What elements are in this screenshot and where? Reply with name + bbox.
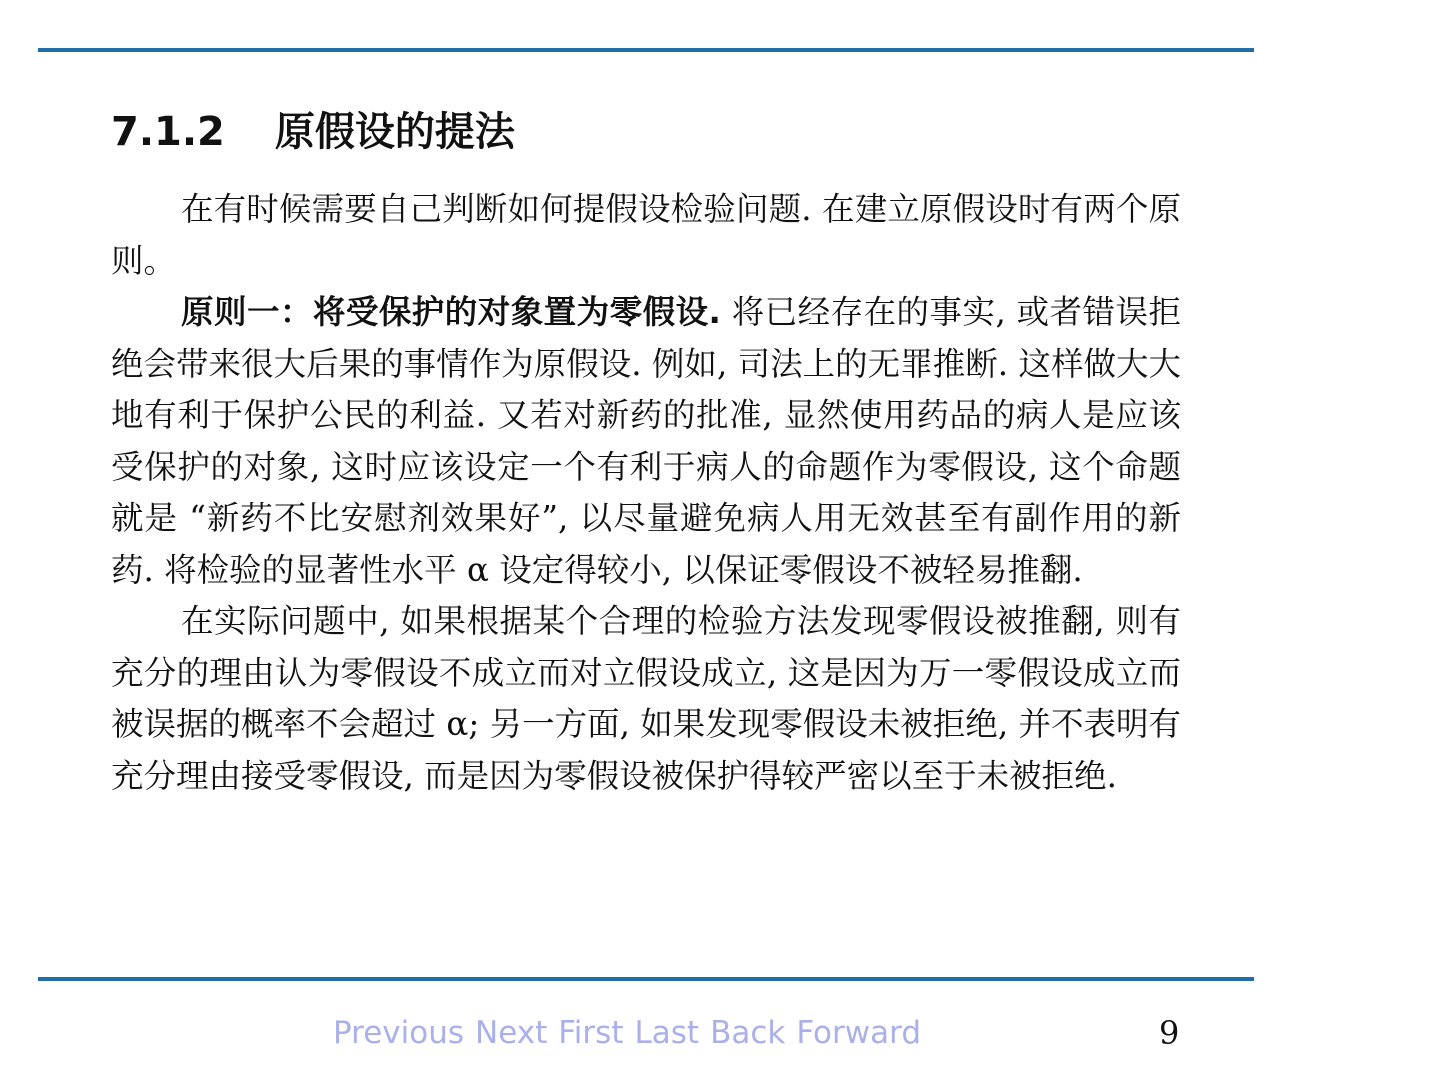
- principle-one-body: 将已经存在的事实, 或者错误拒绝会带来很大后果的事情作为原假设. 例如, 司法上的无罪推断. 这样做大大地有利于保护公民的利益. 又若对新药的批准, 显然使用药品的病人是应该受保护的对象, 这时应该设定一个有利于病人的命题作为零假设, 这个命题就是 “新药不比安慰剂效果好”, 以尽量避免病人用无效甚至有副作用的新药. 将检验的显著性水平 α 设定得较小, 以保证零假设不被轻易推翻.: [111, 293, 1181, 589]
- paragraph-practice: 在实际问题中, 如果根据某个合理的检验方法发现零假设被推翻, 则有充分的理由认为零假设不成立而对立假设成立, 这是因为万一零假设成立而被误据的概率不会超过 α; 另一方面, 如果发现零假设未被拒绝, 并不表明有充分理由接受零假设, 而是因为零假设被保护得较严密以至于未被拒绝.: [111, 602, 1181, 795]
- nav-forward-link[interactable]: Forward: [796, 1015, 921, 1051]
- paragraph-intro: 在有时候需要自己判断如何提假设检验问题. 在建立原假设时有两个原则。: [111, 190, 1181, 280]
- nav-next-link[interactable]: Next: [475, 1015, 548, 1051]
- nav-back-link[interactable]: Back: [710, 1015, 786, 1051]
- section-number: 7.1.2: [111, 109, 225, 155]
- nav-first-link[interactable]: First: [558, 1015, 624, 1051]
- section-title: 原假设的提法: [274, 109, 515, 155]
- principle-one-lead: 原则一：将受保护的对象置为零假设.: [181, 293, 721, 331]
- top-rule: [38, 48, 1254, 52]
- nav-previous-link[interactable]: Previous: [333, 1015, 465, 1051]
- section-heading: [111, 104, 515, 160]
- navigation-bar: [333, 1010, 932, 1056]
- paragraph-principle-one: [111, 287, 1181, 596]
- bottom-rule: [38, 977, 1254, 981]
- body-text: [111, 184, 1181, 802]
- page-number: 9: [1159, 1014, 1180, 1052]
- nav-last-link[interactable]: Last: [634, 1015, 700, 1051]
